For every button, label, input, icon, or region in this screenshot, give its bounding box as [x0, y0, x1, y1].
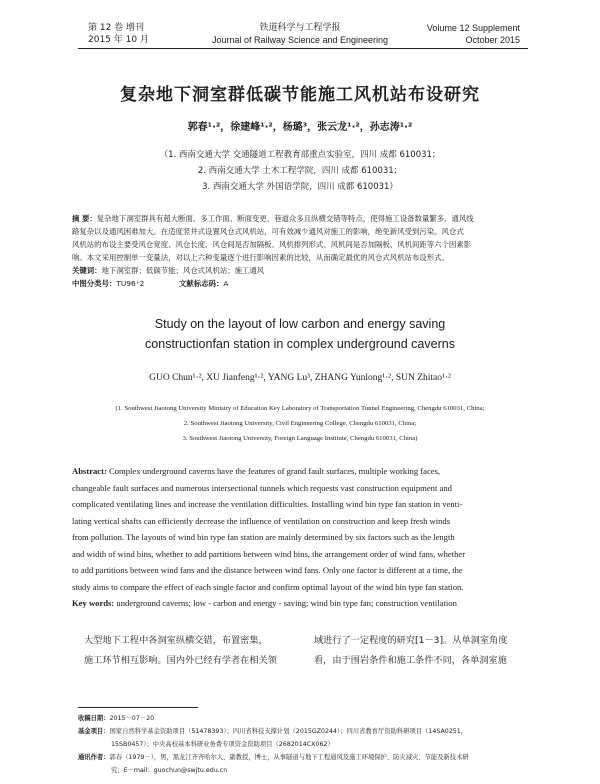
- body-column-left: [84, 631, 309, 671]
- en-affiliation-1: (1. Southwest Jiaotong University Ministry of Education Key Laboratory of Transportation Tunnel Engineering, Chengdu 610031, China;: [115, 405, 485, 412]
- footnote-corresponding: [78, 751, 538, 764]
- en-abstract-line: study aims to compare the effect of each single factor and confirm optimal layout of the wind bin type fan station.: [72, 581, 464, 592]
- cn-affiliation-1: （1. 西南交通大学 交通隧道工程教育部重点实验室，四川 成都 610031；: [159, 150, 441, 160]
- footnote-text: 郭春（1979－），男，黑龙江齐齐哈尔人，副教授，博士，从事隧道与地下工程通风及施工环境保护、防灾减灾、节能及新技术研: [109, 754, 469, 761]
- en-title-line-1: Study on the layout of low carbon and energy saving: [154, 317, 446, 331]
- en-abstract-line: to add partitions between wind fans and the distance between wind fans. Only one factor is different at a time, the: [72, 565, 463, 575]
- en-abstract-label: Abstract:: [72, 466, 107, 476]
- footnotes: [78, 712, 538, 777]
- cn-abstract-label: 摘 要：: [72, 214, 97, 223]
- en-abstract-line: lating vertical shafts can efficiently decrease the influence of ventilation on construction and keep fresh winds: [72, 515, 451, 526]
- en-affiliation-3: 3. Southwest Jiaotong University, Foreign Language Institute, Chengdu 610031, China): [182, 435, 418, 442]
- body-line: 大型地下工程中各洞室纵横交错，布置密集，: [84, 635, 268, 646]
- footnote-text: 究；E－mail：guochun@swjtu.edu.cn: [111, 767, 228, 774]
- body-column-right: [314, 631, 539, 671]
- cn-doc-label: 文献标志码：: [179, 279, 224, 288]
- footnote-corresponding-cont: [78, 764, 538, 777]
- footnote-rule: [78, 707, 198, 708]
- footnote-text: 国家自然科学基金资助项目（51478393）；四川省科技支撑计划（2015GZ0244）；四川省教育厅资助科研项目（14SA0251，: [109, 728, 468, 735]
- body-line: 看，由于围岩条件和施工条件不同，各单洞室施: [314, 655, 507, 666]
- cn-abstract-line: 路复杂以及通风困难加大。在适度竖井式设置风仓式风机站，可有效减少通风对施工的影响，绝免新风受到污染。风仓式: [72, 227, 464, 236]
- footnote-text: 15SB0457）；中央高校基本科研业务费专项资金资助项目（2682014CX062）: [111, 741, 334, 748]
- header-date-en: October 2015: [465, 35, 520, 45]
- en-abstract-line: complicated ventilating lines and increase the ventilation difficulties. Installing wind bin type fan station in venti-: [72, 499, 463, 509]
- footnote-received: [78, 712, 538, 725]
- header-date: 2015 年 10 月: [88, 35, 149, 45]
- header-volume-en: Volume 12 Supplement: [426, 23, 520, 33]
- cn-authors: 郭春¹·²，徐建峰¹·²，杨璐³，张云龙¹·²，孙志涛¹·²: [187, 122, 413, 133]
- cn-title: 复杂地下洞室群低碳节能施工风机站布设研究: [120, 85, 480, 105]
- footnote-funding: [78, 725, 538, 738]
- cn-abstract-line: 风机站的布设主要受风仓宽度、风仓长度、风仓间是否加隔板、风机排列形式、风机间是否加隔板、风机间距等六个因素影: [72, 240, 472, 249]
- en-abstract-line: changeable fault surfaces and numerous intersectional tunnels which requests vast construction equipment and: [72, 482, 452, 493]
- en-abstract-line: Complex underground caverns have the features of grand fault surfaces, multiple working faces,: [109, 466, 441, 476]
- body-line: 施工环节相互影响。国内外已经有学者在相关领: [84, 655, 277, 666]
- cn-abstract: [72, 212, 532, 290]
- en-keywords: underground caverns; low - carbon and energy - saving; wind bin type fan; construction ventilation: [116, 598, 457, 608]
- cn-keywords: 地下洞室群；低碳节能；风仓式风机站；施工通风: [101, 266, 265, 275]
- en-abstract: [72, 463, 534, 612]
- footnote-label: 通讯作者：: [78, 754, 110, 761]
- footnote-label: 基金项目：: [78, 728, 110, 735]
- body-line: 域进行了一定程度的研究[1－3]。从单洞室角度: [314, 635, 508, 646]
- en-title-line-2: constructionfan station in complex underground caverns: [145, 337, 455, 351]
- header-journal-en: Journal of Railway Science and Engineering: [211, 35, 389, 45]
- cn-keywords-label: 关键词：: [72, 266, 102, 275]
- cn-affiliation-3: 3. 西南交通大学 外国语学院，四川 成都 610031）: [202, 182, 398, 192]
- en-keywords-label: Key words:: [72, 598, 115, 608]
- header-rule: [78, 48, 528, 49]
- footnote-label: 收稿日期：: [78, 715, 110, 722]
- en-affiliation-2: 2. Southwest Jiaotong University, Civil Engineering College, Chengdu 610031, China;: [183, 420, 417, 427]
- cn-affiliation-2: 2. 西南交通大学 土木工程学院，四川 成都 610031；: [197, 166, 403, 176]
- cn-abstract-line: 响。本文采用控制单一变量法，对以上六种变量逐个进行影响因素的比较，从而确定最优的风仓式风机站布设形式。: [72, 253, 449, 262]
- en-abstract-line: and width of wind bins, whether to add partitions between wind bins, the arrangement order of wind fans, whether: [72, 548, 466, 559]
- footnote-funding-cont: [78, 738, 538, 751]
- cn-class-label: 中图分类号：: [72, 279, 117, 288]
- en-abstract-line: from pollution. The layouts of wind bin type fan station are mainly determined by six factors such as the length: [72, 532, 455, 542]
- footnote-text: 2015－07－20: [109, 715, 155, 722]
- cn-class-value: TU96⁺2: [116, 279, 145, 288]
- en-authors: GUO Chun¹·², XU Jianfeng¹·², YANG Lu³, ZHANG Yunlong¹·², SUN Zhitao¹·²: [149, 373, 451, 383]
- cn-abstract-line: 复杂地下洞室群具有超大断面、多工作面、断面变更、巷道众多且纵横交错等特点，使得施工设备数量繁多、通风线: [96, 214, 474, 223]
- cn-doc-value: A: [223, 279, 229, 288]
- header-volume-issue: 第 12 卷 增刊: [88, 23, 145, 33]
- header-journal-cn: 铁道科学与工程学报: [259, 23, 341, 33]
